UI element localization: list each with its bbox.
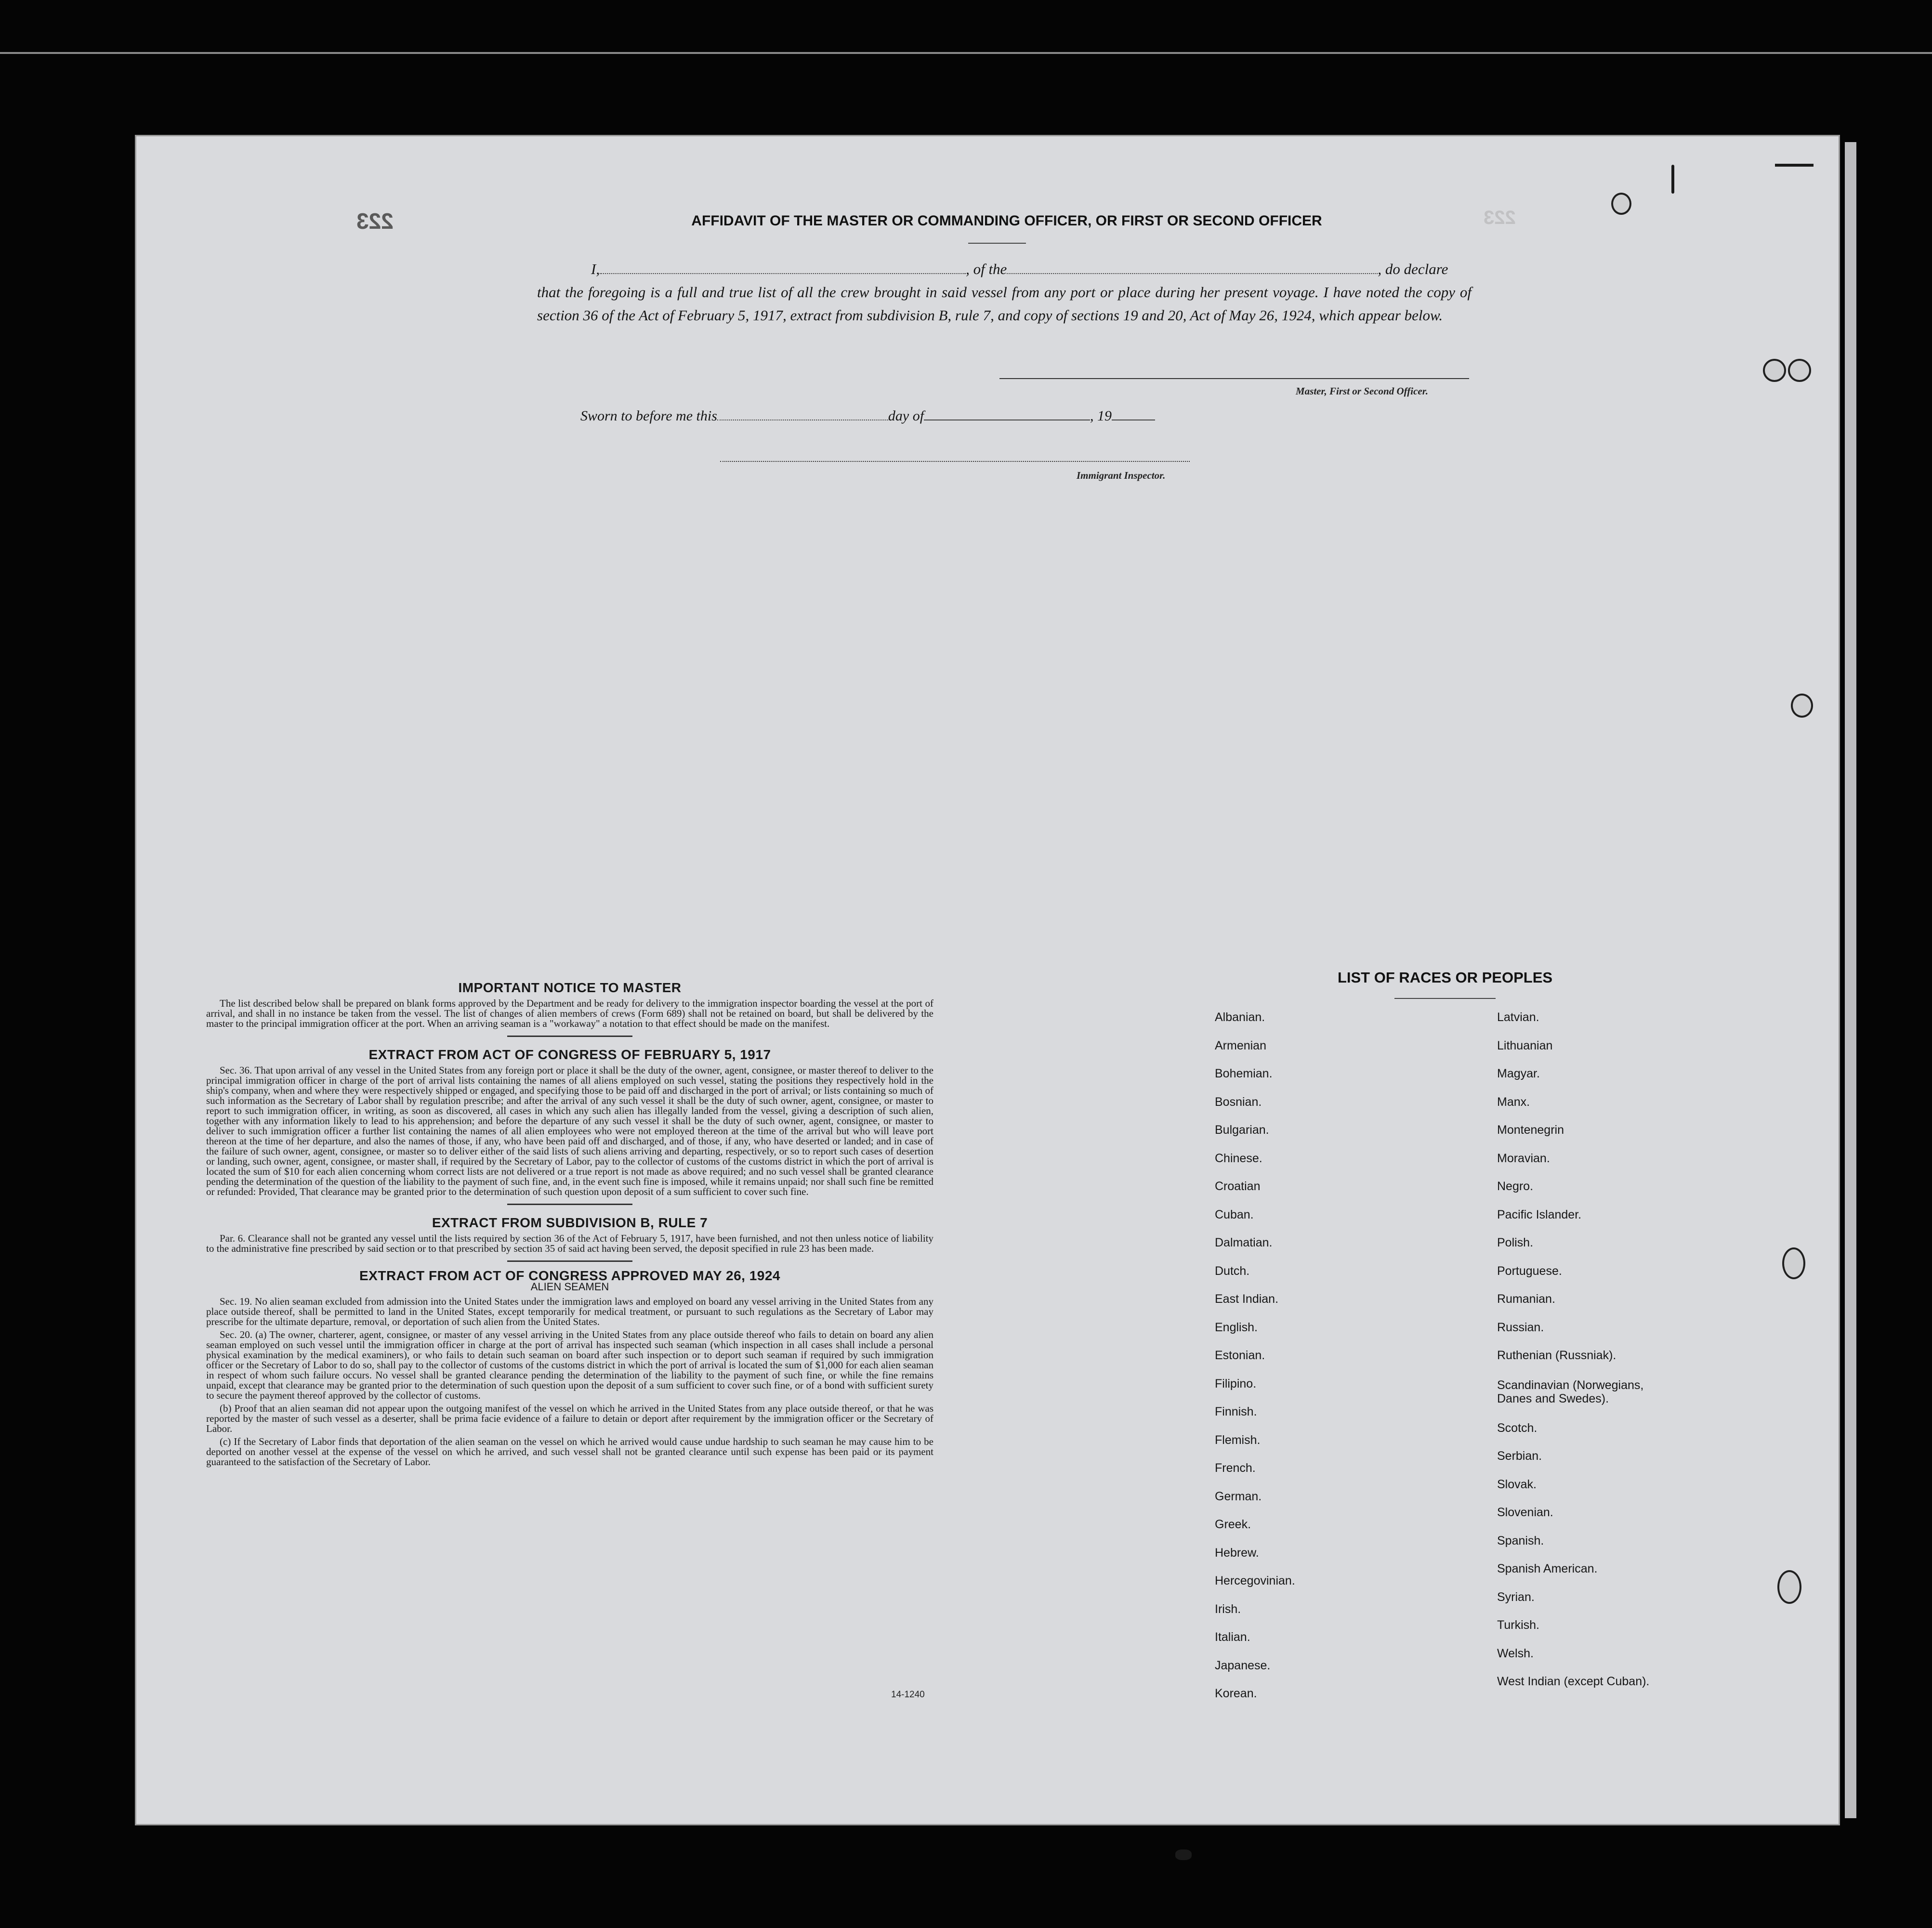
race-item: Dutch. xyxy=(1215,1264,1250,1278)
race-item: Armenian xyxy=(1215,1038,1266,1052)
scan-top-edge xyxy=(0,52,1932,54)
divider xyxy=(968,243,1026,244)
extract-1924-sec20a: Sec. 20. (a) The owner, charterer, agent, consignee, or master of any vessel arriving in the United States from any place outside thereof who fails to detain on board any alien seaman employed on such vessel until the immigration officer in charge at the port of arrival has inspected such seaman (which inspection in all cases shall include a personal physical examination by the medical examiners), or who fails to detain such seaman on board after such inspection or to deport such seaman if required by such immigration officer or the Secretary of Labor to do so, shall pay to the collector of customs of the customs district in which the port of arrival is located the sum of $1,000 for each alien seaman in respect of whom such failure occurs. No vessel shall be granted clearance pending the determination of the liability to the payment of such fine, or while the fine remains unpaid, except that clearance may be granted prior to the determination of such question upon the deposit of a sum sufficient to cover such fine, or of a bond with sufficient surety to secure the payment thereof approved by the collector of customs. xyxy=(206,1329,933,1401)
punch-hole xyxy=(1788,359,1811,382)
punch-hole xyxy=(1782,1247,1805,1279)
race-item: Estonian. xyxy=(1215,1349,1265,1362)
race-item: Welsh. xyxy=(1497,1646,1534,1660)
race-item: Dalmatian. xyxy=(1215,1236,1273,1249)
punch-hole xyxy=(1763,359,1786,382)
race-item: Finnish. xyxy=(1215,1405,1257,1418)
extract-rule7-title: EXTRACT FROM SUBDIVISION B, RULE 7 xyxy=(432,1215,708,1230)
master-label: Master, First or Second Officer. xyxy=(1296,385,1428,397)
races-column-left xyxy=(1215,1010,1456,1715)
affidavit-title: AFFIDAVIT OF THE MASTER OR COMMANDING OFFICER, OR FIRST OR SECOND OFFICER xyxy=(691,213,1322,229)
declaration-line-1 xyxy=(537,258,1472,281)
race-item: East Indian. xyxy=(1215,1292,1279,1306)
divider xyxy=(507,1204,632,1205)
race-item: English. xyxy=(1215,1320,1258,1334)
race-item: Italian. xyxy=(1215,1630,1250,1644)
inspector-label: Immigrant Inspector. xyxy=(1077,470,1166,481)
race-item: Lithuanian xyxy=(1497,1038,1553,1052)
name-blank xyxy=(600,261,966,274)
sworn-prefix: Sworn to before me this xyxy=(580,408,717,424)
race-item: Ruthenian (Russniak). xyxy=(1497,1349,1617,1362)
race-item: Scotch. xyxy=(1497,1421,1538,1435)
extract-rule7-body: Par. 6. Clearance shall not be granted any vessel until the lists required by section 36 of the Act of February 5, 1917, have been furnished, and not then unless notice of liability to the administrative fine prescribed by said section or to that prescribed by section 35 of said act having been served, the deposit specified in rule 23 has been made. xyxy=(206,1233,933,1254)
race-item: Greek. xyxy=(1215,1518,1251,1531)
race-item: Flemish. xyxy=(1215,1433,1261,1447)
race-item: Bulgarian. xyxy=(1215,1123,1269,1137)
punch-hole xyxy=(1777,1570,1801,1604)
race-item: Syrian. xyxy=(1497,1590,1535,1604)
race-item: Japanese. xyxy=(1215,1658,1271,1672)
race-item: Cuban. xyxy=(1215,1207,1254,1221)
race-item: Montenegrin xyxy=(1497,1123,1564,1137)
extract-1924-sec20c: (c) If the Secretary of Labor finds that deportation of the alien seaman on the vessel on which he arrived would cause undue hardship to such seaman he may cause him to be deported on another vessel at the expense of the vessel on which he arrived, and such vessel shall not be granted clearance until such expense has been paid or its payment guaranteed to the satisfaction of the Secretary of Labor. xyxy=(206,1436,933,1468)
inspector-signature-line xyxy=(720,461,1190,462)
race-item: Moravian. xyxy=(1497,1151,1550,1165)
race-item: Filipino. xyxy=(1215,1377,1257,1390)
race-item: Spanish American. xyxy=(1497,1562,1598,1575)
notice-title: IMPORTANT NOTICE TO MASTER xyxy=(458,980,682,995)
year-prefix: , 19 xyxy=(1090,408,1112,424)
race-item: Polish. xyxy=(1497,1236,1534,1249)
race-item: Bohemian. xyxy=(1215,1067,1273,1080)
race-item: Scandinavian (Norwegians, Danes and Swedes). xyxy=(1497,1378,1644,1405)
i-label: I, xyxy=(591,261,600,277)
extract-1924-sec19: Sec. 19. No alien seaman excluded from admission into the United States under the immigration laws and employed on board any vessel arriving in the United States from any place outside thereof, shall be permitted to land in the United States, except temporarily for medical treatment, or pursuant to such regulations as the Secretary of Labor may prescribe for the ultimate departure, removal, or deportation of such alien from the United States. xyxy=(206,1296,933,1327)
bleed-through-stamp: 223 xyxy=(1484,207,1516,228)
race-item: Latvian. xyxy=(1497,1010,1539,1024)
divider xyxy=(1394,998,1496,999)
race-item: Hercegovinian. xyxy=(1215,1574,1295,1587)
race-item: Rumanian. xyxy=(1497,1292,1555,1306)
race-item: Slovenian. xyxy=(1497,1506,1553,1519)
ink-mark xyxy=(1671,165,1674,194)
extract-1924-subtitle: ALIEN SEAMEN xyxy=(530,1281,609,1293)
day-of-label: day of xyxy=(888,408,924,424)
race-item: Croatian xyxy=(1215,1180,1261,1193)
race-item: Chinese. xyxy=(1215,1151,1262,1165)
extract-1917-body: Sec. 36. That upon arrival of any vessel in the United States from any foreign port or place it shall be the duty of the owner, agent, consignee, or master thereof to deliver to the principal immigration officer in charge of the port of arrival lists containing the names of all aliens employed on such vessel, stating the positions they respectively hold in the ship's company, when and where they were respectively shipped or engaged, and specifying those to be paid off and discharged in the port of arrival; or lists containing so much of such information as the Secretary of Labor shall by regulation prescribe; and after the arrival of any such vessel it shall be the duty of such owner, agent, consignee, or master to report to such immigration officer, in writing, as soon as discovered, all cases in which any such alien has illegally landed from the vessel, giving a description of such alien, together with any information likely to lead to his apprehension; and before the departure of any such vessel it shall be the duty of such owner, agent, consignee, or master to deliver to such immigration officer a further list containing the names of all alien employees who were not employed thereon at the time of the arrival but who will leave port thereon at the time of her departure, and also the names of those, if any, who have been paid off and discharged, and of those, if any, who have deserted or landed; and in case of the failure of such owner, agent, consignee, or master so to deliver either of the said lists of such aliens arriving and departing, respectively, or so to report such cases of desertion or landing, such owner, agent, consignee, or master shall, if required by the Secretary of Labor, pay to the collector of customs of the customs district in which the port of arrival is located the sum of $10 for each alien concerning whom correct lists are not delivered or a true report is not made as above required; and no such vessel shall be granted clearance pending the determination of the question of the liability to the payment of such fine, and, in the event such fine is imposed, while it remains unpaid; nor shall such fine be remitted or refunded: Provided, That clearance may be granted prior to the determination of such question upon deposit of a sum sufficient to cover such fine. xyxy=(206,1064,933,1197)
extract-1924-title: EXTRACT FROM ACT OF CONGRESS APPROVED MAY 26, 1924 xyxy=(359,1268,780,1283)
stamp-number: 223 xyxy=(356,209,394,234)
race-item: Portuguese. xyxy=(1497,1264,1562,1278)
race-item: Korean. xyxy=(1215,1687,1257,1700)
race-item: Serbian. xyxy=(1497,1449,1542,1463)
race-item: Pacific Islander. xyxy=(1497,1207,1582,1221)
race-item: Albanian. xyxy=(1215,1010,1265,1024)
races-column-right xyxy=(1497,1010,1767,1703)
sworn-day-blank xyxy=(717,407,888,420)
race-item: Turkish. xyxy=(1497,1618,1539,1632)
divider xyxy=(507,1036,632,1037)
punch-hole xyxy=(1611,193,1631,215)
race-item: Russian. xyxy=(1497,1320,1544,1334)
punch-hole xyxy=(1791,694,1813,718)
extract-1924-sec20b: (b) Proof that an alien seaman did not appear upon the outgoing manifest of the vessel on which he arrived in the United States from any place outside thereof, or that he was reported by the master of such vessel as a deserter, shall be prima facie evidence of a failure to detain or deport after requirement by the immigration officer or the Secretary of Labor. xyxy=(206,1403,933,1434)
race-item: German. xyxy=(1215,1489,1262,1503)
sworn-line xyxy=(580,407,1155,424)
of-the-label: , of the xyxy=(966,261,1007,277)
affidavit-declaration xyxy=(537,258,1472,327)
declaration-body: that the foregoing is a full and true list of all the crew brought in said vessel from any port or place during her present voyage. I have noted the copy of section 36 of the Act of February 5, 1917, extract from subdivision B, rule 7, and copy of sections 19 and 20, Act of May 26, 1924, which appear below. xyxy=(537,284,1472,324)
do-declare-label: , do declare xyxy=(1378,261,1448,277)
race-item: Manx. xyxy=(1497,1095,1530,1109)
vessel-blank xyxy=(1007,261,1378,274)
race-item: Magyar. xyxy=(1497,1067,1540,1080)
race-item: Hebrew. xyxy=(1215,1546,1259,1560)
sworn-year-blank xyxy=(1112,407,1155,420)
extract-1917-title: EXTRACT FROM ACT OF CONGRESS OF FEBRUARY 5, 1917 xyxy=(368,1047,771,1062)
divider xyxy=(507,1260,632,1262)
race-item: Spanish. xyxy=(1497,1534,1544,1548)
race-item: Negro. xyxy=(1497,1180,1534,1193)
race-item: West Indian (except Cuban). xyxy=(1497,1675,1650,1688)
race-item: French. xyxy=(1215,1461,1256,1475)
races-title: LIST OF RACES OR PEOPLES xyxy=(1337,969,1553,986)
form-number: 14-1240 xyxy=(891,1690,925,1700)
race-item: Bosnian. xyxy=(1215,1095,1262,1109)
notice-body: The list described below shall be prepared on blank forms approved by the Department and be ready for delivery to the immigration inspector boarding the vessel at the port of arrival, and shall in no instance be taken from the vessel. The list of changes of alien members of crews (Form 689) shall not be retained on board, but shall be delivered by the master to the principal immigration officer at the port. When an arriving seaman is a "workaway" a notation to that effect should be made on the manifest. xyxy=(206,997,933,1029)
notice-section xyxy=(206,980,933,1470)
master-signature-line xyxy=(999,378,1469,379)
sworn-month-blank xyxy=(924,407,1090,420)
ink-mark xyxy=(1775,164,1814,167)
race-item: Irish. xyxy=(1215,1602,1241,1616)
underlying-page-edge xyxy=(1845,142,1856,1818)
race-item: Slovak. xyxy=(1497,1477,1537,1491)
ink-mark xyxy=(1175,1849,1192,1860)
